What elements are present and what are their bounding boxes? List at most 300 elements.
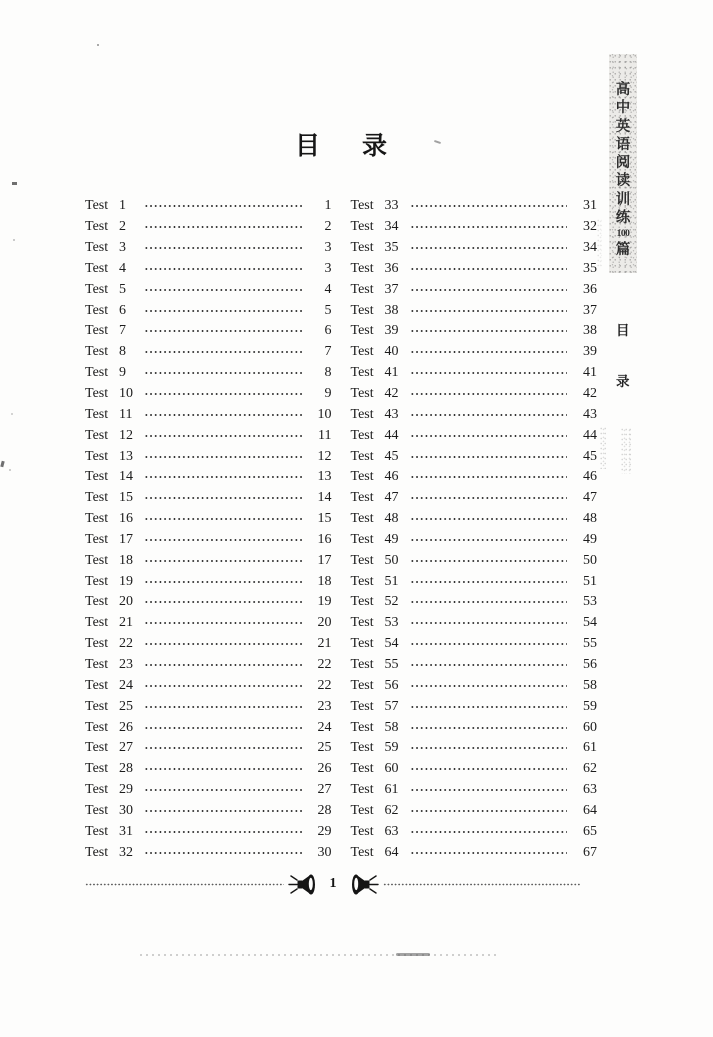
toc-entry-number: 58: [384, 719, 399, 735]
toc-entry-page: 24: [317, 719, 332, 735]
dot-leader: [144, 342, 302, 362]
toc-entry: [351, 842, 598, 863]
toc-entry: [85, 342, 332, 363]
book-title-char: 篇: [615, 242, 631, 259]
speaker-icon: [349, 871, 380, 898]
scan-artifact: [11, 413, 13, 415]
toc-entry-page: 32: [583, 219, 597, 235]
toc-entry-page: 11: [318, 427, 332, 443]
toc-entry-page: 47: [583, 490, 597, 506]
book-title-char: 100: [616, 229, 630, 240]
toc-entry: [85, 488, 332, 509]
toc-entry-number: 35: [384, 240, 399, 256]
toc-entry-number: 41: [384, 365, 399, 381]
scan-artifact: [97, 44, 99, 46]
toc-entry-label: Test: [350, 406, 374, 422]
dot-leader: [410, 259, 568, 279]
toc-entry: [85, 675, 332, 696]
dot-leader: [410, 363, 568, 383]
toc-entry-number: 51: [384, 573, 399, 589]
dot-leader: [410, 613, 568, 633]
toc-entry-label: Test: [85, 281, 109, 297]
toc-entry-page: 46: [583, 469, 597, 485]
dot-leader: [144, 238, 302, 258]
toc-entry-label: Test: [350, 448, 374, 464]
toc-entry: [85, 842, 332, 863]
toc-entry-label: Test: [350, 511, 374, 527]
toc-entry: [351, 738, 598, 759]
toc-entry: [85, 509, 332, 530]
toc-entry-label: Test: [85, 615, 109, 631]
dot-leader: [410, 780, 568, 800]
toc-entry-label: Test: [350, 302, 374, 318]
dot-leader: [410, 551, 568, 571]
toc-entry-label: Test: [350, 531, 374, 547]
toc-entry-number: 17: [119, 531, 133, 547]
toc-entry-number: 47: [384, 490, 399, 506]
toc-entry: [85, 571, 332, 592]
toc-entry-label: Test: [85, 240, 109, 256]
toc-entry: [351, 467, 598, 488]
toc-entry-label: Test: [350, 219, 374, 235]
dot-leader: [410, 572, 568, 592]
toc-entry: [351, 717, 598, 738]
toc-entry: [85, 717, 332, 738]
toc-entry: [351, 300, 598, 321]
toc-entry-label: Test: [350, 386, 374, 402]
toc-entry: [351, 530, 598, 551]
dot-leader: [410, 801, 568, 821]
toc-entry-number: 19: [119, 573, 133, 589]
toc-entry-number: 56: [384, 677, 399, 693]
toc-entry-number: 2: [119, 219, 126, 235]
toc-entry: [85, 363, 332, 384]
dot-leader: [144, 718, 302, 738]
toc-entry-number: 3: [119, 240, 126, 256]
dot-leader: [144, 655, 302, 675]
dot-leader: [144, 613, 302, 633]
toc-entry-number: 60: [384, 761, 399, 777]
dot-leader: [144, 780, 302, 800]
dot-leader: [410, 342, 568, 362]
toc-entry-number: 27: [119, 740, 133, 756]
toc-entry-label: Test: [85, 573, 109, 589]
toc-entry-page: 3: [324, 240, 332, 256]
toc-entry: [85, 821, 332, 842]
scan-artifact: [140, 954, 496, 956]
toc-entry-label: Test: [85, 844, 109, 860]
toc-entry: [85, 800, 332, 821]
dot-leader: [144, 530, 302, 550]
toc-entry-label: Test: [350, 802, 374, 818]
toc-entry: [351, 655, 598, 676]
toc-entry-label: Test: [350, 761, 374, 777]
toc-entry-number: 64: [384, 844, 399, 860]
dot-leader: [410, 738, 568, 758]
toc-entry-page: 12: [317, 448, 332, 464]
toc-entry-page: 25: [317, 740, 332, 756]
toc-entry-page: 17: [317, 552, 332, 568]
dot-leader: [410, 655, 568, 675]
toc-entry-number: 61: [384, 782, 399, 798]
toc-entry-label: Test: [350, 344, 374, 360]
dot-leader: [144, 801, 302, 821]
toc-entry-page: 61: [583, 740, 597, 756]
dot-leader: [144, 217, 302, 237]
toc-entry-page: 30: [317, 844, 332, 860]
toc-entry: [351, 196, 598, 217]
page-title-char: 目: [294, 133, 320, 160]
toc-entry-label: Test: [350, 365, 374, 381]
book-title-char: 读: [615, 173, 631, 190]
table-of-contents: [85, 196, 597, 863]
toc-entry-number: 53: [384, 615, 399, 631]
toc-entry: [351, 425, 598, 446]
toc-entry-page: 1: [324, 198, 332, 214]
toc-entry-page: 8: [324, 365, 332, 381]
toc-entry-page: 36: [583, 281, 597, 297]
dot-leader: [144, 426, 302, 446]
toc-entry: [351, 404, 598, 425]
toc-entry-label: Test: [85, 802, 109, 818]
toc-entry-page: 22: [317, 677, 332, 693]
toc-entry-label: Test: [350, 490, 374, 506]
toc-entry-number: 29: [119, 782, 133, 798]
dot-leader: [144, 384, 302, 404]
book-title-char: 高: [615, 82, 631, 98]
toc-entry: [85, 321, 332, 342]
toc-entry-number: 38: [384, 302, 399, 318]
toc-entry-page: 42: [583, 386, 597, 402]
dot-leader: [410, 280, 568, 300]
toc-entry-label: Test: [350, 719, 374, 735]
toc-entry-page: 49: [583, 531, 597, 547]
scan-artifact: [597, 219, 602, 267]
toc-entry-label: Test: [85, 761, 109, 777]
toc-entry-page: 45: [583, 448, 597, 464]
dot-leader: [410, 196, 568, 216]
toc-entry-page: 18: [317, 573, 332, 589]
toc-entry-page: 64: [583, 802, 597, 818]
dot-leader: [410, 384, 568, 404]
toc-entry: [85, 634, 332, 655]
toc-entry: [351, 238, 598, 259]
toc-entry-label: Test: [85, 594, 109, 610]
toc-entry: [85, 655, 332, 676]
toc-entry-number: 54: [384, 636, 399, 652]
dot-leader: [410, 759, 568, 779]
toc-entry-page: 31: [583, 198, 597, 214]
toc-entry-label: Test: [85, 302, 109, 318]
toc-entry: [85, 217, 332, 238]
toc-entry-label: Test: [350, 656, 374, 672]
toc-entry-page: 65: [583, 823, 597, 839]
dot-leader: [144, 843, 302, 863]
toc-entry-label: Test: [85, 552, 109, 568]
dot-leader: [144, 488, 302, 508]
dot-leader: [410, 301, 568, 321]
toc-entry-number: 31: [119, 823, 133, 839]
toc-entry-label: Test: [85, 260, 109, 276]
toc-entry: [85, 592, 332, 613]
toc-entry: [85, 196, 332, 217]
toc-entry-page: 4: [324, 281, 332, 297]
toc-entry-label: Test: [350, 782, 374, 798]
toc-entry-label: Test: [85, 740, 109, 756]
toc-entry: [351, 446, 598, 467]
toc-entry: [351, 613, 598, 634]
toc-entry-number: 40: [384, 344, 399, 360]
sidebar-section-label: [616, 319, 630, 390]
dot-leader: [144, 363, 302, 383]
toc-entry-label: Test: [85, 511, 109, 527]
toc-entry-page: 56: [583, 656, 597, 672]
toc-entry-number: 39: [384, 323, 399, 339]
scan-artifact: [13, 239, 15, 241]
toc-entry: [85, 780, 332, 801]
toc-entry-page: 3: [324, 260, 332, 276]
toc-entry: [351, 634, 598, 655]
toc-entry-label: Test: [350, 677, 374, 693]
toc-entry-number: 6: [119, 302, 126, 318]
toc-entry: [351, 363, 598, 384]
toc-entry-number: 25: [119, 698, 133, 714]
toc-entry: [351, 384, 598, 405]
toc-entry-number: 20: [119, 594, 133, 610]
dot-leader: [410, 530, 568, 550]
toc-entry-label: Test: [350, 427, 374, 443]
toc-entry-label: Test: [85, 531, 109, 547]
toc-entry-page: 55: [583, 636, 597, 652]
toc-entry-label: Test: [85, 323, 109, 339]
toc-entry-label: Test: [85, 427, 109, 443]
toc-entry-page: 19: [317, 594, 332, 610]
dot-leader: [410, 822, 568, 842]
toc-entry: [351, 550, 598, 571]
toc-entry-number: 4: [119, 260, 126, 276]
dot-leader: [410, 843, 568, 863]
toc-entry: [351, 509, 598, 530]
toc-entry: [85, 446, 332, 467]
toc-entry-number: 63: [384, 823, 399, 839]
scan-artifact: [9, 469, 11, 471]
footer-rule-right: [383, 883, 582, 886]
toc-entry-number: 22: [119, 636, 133, 652]
dot-leader: [144, 634, 302, 654]
book-title-char: 训: [615, 191, 631, 208]
toc-entry-label: Test: [350, 240, 374, 256]
toc-entry-number: 21: [119, 615, 133, 631]
toc-entry-number: 9: [119, 365, 126, 381]
toc-entry-page: 60: [583, 719, 597, 735]
toc-entry: [85, 300, 332, 321]
toc-right-column: [351, 196, 598, 863]
toc-entry-number: 14: [119, 469, 133, 485]
toc-entry-page: 44: [583, 427, 597, 443]
toc-entry: [351, 696, 598, 717]
toc-entry-page: 54: [583, 615, 597, 631]
toc-entry-number: 1: [119, 198, 126, 214]
toc-entry-number: 11: [119, 406, 133, 422]
toc-entry-page: 51: [583, 573, 597, 589]
toc-entry: [351, 488, 598, 509]
toc-entry-number: 62: [384, 802, 399, 818]
toc-entry-page: 58: [583, 677, 597, 693]
toc-entry-page: 38: [583, 323, 597, 339]
page-footer: [85, 868, 581, 900]
scan-artifact: [12, 182, 17, 185]
toc-entry-page: 5: [324, 302, 332, 318]
scan-artifact: [621, 428, 631, 474]
toc-entry: [85, 238, 332, 259]
toc-entry-number: 23: [119, 656, 133, 672]
toc-entry-label: Test: [85, 636, 109, 652]
toc-entry-page: 53: [583, 594, 597, 610]
toc-entry-label: Test: [350, 552, 374, 568]
toc-entry: [85, 279, 332, 300]
toc-entry-page: 10: [317, 406, 332, 422]
toc-entry-number: 34: [384, 219, 399, 235]
dot-leader: [144, 509, 302, 529]
toc-entry-number: 59: [384, 740, 399, 756]
toc-entry-page: 63: [583, 782, 597, 798]
toc-entry: [351, 321, 598, 342]
scan-artifact: [0, 461, 4, 468]
toc-left-column: [85, 196, 332, 863]
toc-entry-number: 49: [384, 531, 399, 547]
dot-leader: [144, 551, 302, 571]
toc-entry-page: 22: [317, 656, 332, 672]
toc-entry-label: Test: [85, 219, 109, 235]
toc-entry-label: Test: [350, 823, 374, 839]
toc-entry: [351, 217, 598, 238]
book-title-char: 中: [615, 100, 631, 117]
toc-entry-number: 45: [384, 448, 399, 464]
dot-leader: [410, 488, 568, 508]
toc-entry: [85, 738, 332, 759]
toc-entry: [351, 675, 598, 696]
footer-rule-left: [85, 883, 284, 886]
toc-entry-number: 24: [119, 677, 133, 693]
book-title-char: 英: [615, 118, 631, 135]
book-title-char: 语: [615, 136, 631, 153]
toc-entry-number: 52: [384, 594, 399, 610]
toc-entry-number: 55: [384, 656, 399, 672]
toc-entry-page: 14: [317, 490, 332, 506]
toc-entry-number: 33: [384, 198, 399, 214]
toc-entry-label: Test: [350, 698, 374, 714]
toc-entry-number: 16: [119, 511, 133, 527]
toc-entry: [85, 550, 332, 571]
toc-entry-number: 5: [119, 281, 126, 297]
toc-entry-label: Test: [350, 636, 374, 652]
toc-entry: [351, 592, 598, 613]
toc-entry-label: Test: [350, 198, 374, 214]
toc-entry-number: 13: [119, 448, 133, 464]
toc-entry-label: Test: [350, 260, 374, 276]
dot-leader: [410, 509, 568, 529]
toc-entry: [85, 613, 332, 634]
book-title-char: 练: [615, 210, 631, 227]
toc-entry-label: Test: [85, 719, 109, 735]
toc-entry-number: 8: [119, 344, 126, 360]
toc-entry-label: Test: [350, 594, 374, 610]
toc-entry: [351, 571, 598, 592]
toc-entry-number: 37: [384, 281, 399, 297]
toc-entry-page: 67: [583, 844, 597, 860]
dot-leader: [410, 676, 568, 696]
dot-leader: [144, 676, 302, 696]
toc-entry-number: 15: [119, 490, 133, 506]
toc-entry-label: Test: [85, 469, 109, 485]
dot-leader: [410, 592, 568, 612]
dot-leader: [410, 447, 568, 467]
scan-artifact: [396, 953, 430, 956]
toc-entry-number: 26: [119, 719, 133, 735]
toc-entry-number: 48: [384, 511, 399, 527]
toc-entry-page: 2: [324, 219, 332, 235]
toc-entry-page: 23: [317, 698, 332, 714]
dot-leader: [410, 718, 568, 738]
toc-entry-label: Test: [350, 573, 374, 589]
page-title: [85, 126, 597, 162]
dot-leader: [144, 447, 302, 467]
toc-entry-number: 12: [119, 427, 133, 443]
dot-leader: [410, 238, 568, 258]
toc-entry: [85, 259, 332, 280]
toc-entry-number: 30: [119, 802, 133, 818]
dot-leader: [410, 697, 568, 717]
toc-entry: [351, 821, 598, 842]
toc-entry-label: Test: [350, 323, 374, 339]
dot-leader: [410, 426, 568, 446]
toc-entry-label: Test: [85, 823, 109, 839]
toc-entry-number: 43: [384, 406, 399, 422]
toc-entry-label: Test: [85, 344, 109, 360]
dot-leader: [144, 572, 302, 592]
toc-entry: [351, 342, 598, 363]
toc-entry: [85, 530, 332, 551]
toc-entry-label: Test: [85, 656, 109, 672]
toc-entry-number: 44: [384, 427, 399, 443]
dot-leader: [144, 405, 302, 425]
toc-entry-page: 29: [317, 823, 332, 839]
toc-entry-page: 37: [583, 302, 597, 318]
toc-entry: [85, 696, 332, 717]
toc-entry-page: 48: [583, 511, 597, 527]
toc-entry-label: Test: [350, 615, 374, 631]
dot-leader: [144, 196, 302, 216]
toc-entry-page: 6: [324, 323, 332, 339]
toc-entry: [351, 759, 598, 780]
toc-entry-page: 50: [583, 552, 597, 568]
dot-leader: [144, 822, 302, 842]
dot-leader: [144, 738, 302, 758]
dot-leader: [410, 217, 568, 237]
toc-entry-page: 15: [317, 511, 332, 527]
toc-entry: [85, 404, 332, 425]
toc-entry-page: 9: [324, 386, 332, 402]
dot-leader: [144, 259, 302, 279]
toc-entry-number: 10: [119, 386, 133, 402]
toc-entry-label: Test: [85, 698, 109, 714]
toc-entry-label: Test: [350, 469, 374, 485]
toc-entry-page: 62: [583, 761, 597, 777]
toc-entry-number: 50: [384, 552, 399, 568]
toc-entry-label: Test: [85, 782, 109, 798]
page-title-char: 录: [362, 133, 388, 160]
toc-entry-number: 46: [384, 469, 399, 485]
